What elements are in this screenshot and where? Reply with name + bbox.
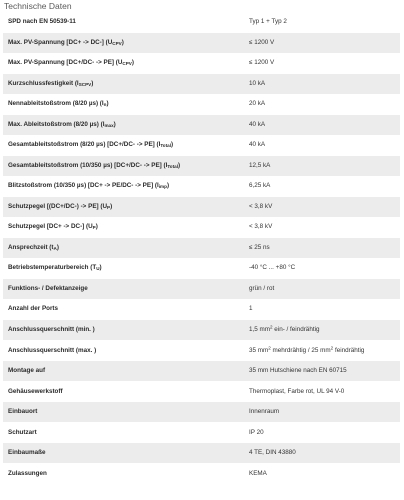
text-segment: Innenraum — [249, 408, 280, 416]
spec-label — [3, 94, 245, 115]
spec-value — [245, 217, 400, 238]
text-segment: 1 — [249, 305, 253, 313]
text-segment: 4 TE, DIN 43880 — [249, 449, 296, 457]
spec-value — [245, 463, 400, 484]
text-segment: Nennableitstoßstrom (8/20 µs) (I — [8, 100, 104, 108]
text-segment: Schutzpegel [DC+ -> DC-] (U — [8, 223, 93, 231]
spec-value — [245, 402, 400, 423]
text-segment: ) — [177, 161, 181, 169]
spec-label — [3, 115, 245, 136]
spec-value — [245, 115, 400, 136]
table-row — [3, 53, 400, 74]
text-segment: Schutzart — [8, 428, 37, 436]
spec-value — [245, 12, 400, 33]
spec-value — [245, 53, 400, 74]
spec-label — [3, 422, 245, 443]
spec-table — [3, 12, 400, 484]
table-row — [3, 94, 400, 115]
text-segment: ) — [131, 59, 134, 67]
subscript: max — [104, 122, 114, 128]
subscript: Total — [167, 163, 178, 169]
section-title: Technische Daten — [4, 1, 72, 11]
table-row — [3, 197, 400, 218]
spec-label — [3, 340, 245, 361]
spec-value — [245, 443, 400, 464]
subscript: Total — [160, 143, 171, 149]
text-segment: -40 °C ... +80 °C — [249, 264, 296, 272]
spec-value — [245, 279, 400, 300]
spec-label — [3, 279, 245, 300]
text-segment: ) — [170, 141, 174, 149]
table-row — [3, 74, 400, 95]
text-segment: 40 kA — [249, 141, 266, 149]
text-segment: 40 kA — [249, 120, 266, 128]
text-segment: Schutzpegel [(DC+/DC-) -> PE] (U — [8, 202, 108, 210]
text-segment: Anschlussquerschnitt (max. ) — [8, 346, 97, 354]
subscript: P — [107, 204, 111, 210]
text-segment: ≤ 1200 V — [249, 59, 275, 67]
table-row — [3, 320, 400, 341]
subscript: SCPV — [78, 81, 92, 87]
spec-label — [3, 258, 245, 279]
text-segment: 1,5 mm — [249, 325, 270, 333]
text-segment: < 3,8 kV — [249, 202, 273, 210]
table-row — [3, 402, 400, 423]
superscript: 2 — [270, 324, 273, 330]
text-segment: 35 mm Hutschiene nach EN 60715 — [249, 367, 347, 375]
table-row — [3, 299, 400, 320]
text-segment: ) — [110, 202, 113, 210]
subscript: U — [96, 266, 100, 272]
table-row — [3, 443, 400, 464]
spec-label — [3, 238, 245, 259]
spec-label — [3, 12, 245, 33]
text-segment: Max. Ableitstoßstrom (8/20 µs) (I — [8, 120, 105, 128]
text-segment: ) — [99, 264, 102, 272]
spec-label — [3, 299, 245, 320]
text-segment: 35 mm — [249, 346, 269, 354]
table-row — [3, 422, 400, 443]
table-row — [3, 12, 400, 33]
text-segment: ) — [121, 38, 124, 46]
spec-label — [3, 320, 245, 341]
text-segment: Einbaumaße — [8, 449, 46, 457]
spec-value — [245, 74, 400, 95]
text-segment: 10 kA — [249, 79, 266, 87]
spec-value — [245, 361, 400, 382]
text-segment: Gesamtableitstoßstrom (10/350 µs) [DC+/DC- -> PE] (I — [8, 161, 168, 169]
spec-label — [3, 135, 245, 156]
table-row — [3, 238, 400, 259]
subscript: CPV — [112, 40, 122, 46]
text-segment: ) — [56, 243, 59, 251]
text-segment: Gesamtableitstoßstrom (8/20 µs) [DC+/DC- -> PE] (I — [8, 141, 161, 149]
text-segment: Thermoplast, Farbe rot, UL 94 V-0 — [249, 387, 345, 395]
spec-label — [3, 402, 245, 423]
spec-label — [3, 381, 245, 402]
table-row — [3, 381, 400, 402]
text-segment: < 3,8 kV — [249, 223, 273, 231]
text-segment: mehrdrähtig / 25 mm — [270, 346, 331, 354]
superscript: 2 — [330, 345, 334, 350]
text-segment: ) — [91, 79, 94, 87]
text-segment: Montage auf — [8, 367, 46, 375]
text-segment: ≤ 1200 V — [249, 38, 275, 46]
text-segment: Anzahl der Ports — [8, 305, 59, 313]
table-row — [3, 279, 400, 300]
spec-label — [3, 156, 245, 177]
text-segment: Funktions- / Defektanzeige — [8, 284, 88, 292]
text-segment: Ansprechzeit (t — [8, 243, 54, 251]
table-row — [3, 135, 400, 156]
text-segment: Max. PV-Spannung [DC+/DC- -> PE] (U — [8, 59, 123, 67]
spec-value — [245, 238, 400, 259]
text-segment: ein- / feindrähtig — [272, 325, 320, 333]
spec-value — [245, 422, 400, 443]
text-segment: Gehäusewerkstoff — [8, 387, 63, 395]
spec-label — [3, 463, 245, 484]
spec-label — [3, 176, 245, 197]
subscript: P — [92, 225, 96, 231]
text-segment: feindrähtig — [333, 346, 365, 354]
text-segment: ) — [106, 100, 109, 108]
spec-table-body — [3, 12, 400, 484]
text-segment: Zulassungen — [8, 469, 47, 477]
superscript: 2 — [268, 345, 271, 350]
spec-label — [3, 361, 245, 382]
table-row — [3, 361, 400, 382]
spec-value — [245, 176, 400, 197]
text-segment: grün / rot — [249, 284, 275, 292]
table-row — [3, 340, 400, 361]
spec-label — [3, 443, 245, 464]
spec-value — [245, 381, 400, 402]
text-segment: ) — [166, 182, 170, 190]
subscript: n — [103, 102, 107, 108]
text-segment: IP 20 — [249, 428, 264, 436]
text-segment: ≤ 25 ns — [249, 243, 270, 251]
spec-value — [245, 340, 400, 361]
spec-value — [245, 135, 400, 156]
text-segment: ) — [113, 120, 116, 128]
text-segment: Kurzschlussfestigkeit (I — [8, 79, 79, 87]
spec-label — [3, 217, 245, 238]
spec-label — [3, 74, 245, 95]
subscript: A — [53, 245, 57, 251]
spec-value — [245, 94, 400, 115]
text-segment: 6,25 kA — [249, 182, 271, 190]
spec-label — [3, 197, 245, 218]
text-segment: Blitzstoßstrom (10/350 µs) [DC+ -> PE/DC- -> PE] (I — [8, 182, 159, 190]
spec-label — [3, 33, 245, 54]
text-segment: Einbauort — [8, 408, 38, 416]
text-segment: 20 kA — [249, 100, 266, 108]
text-segment: Anschlussquerschnitt (min. ) — [8, 325, 95, 333]
text-segment: KEMA — [249, 469, 267, 477]
table-row — [3, 258, 400, 279]
text-segment: SPD nach EN 50539-11 — [8, 18, 76, 26]
table-row — [3, 176, 400, 197]
table-row — [3, 217, 400, 238]
spec-value — [245, 320, 400, 341]
spec-value — [245, 33, 400, 54]
spec-label — [3, 53, 245, 74]
subscript: CPV — [122, 61, 132, 67]
subscript: imp — [158, 184, 167, 190]
table-row — [3, 156, 400, 177]
text-segment: Typ 1 + Typ 2 — [249, 18, 287, 26]
table-row — [3, 463, 400, 484]
text-segment: ) — [95, 223, 98, 231]
spec-value — [245, 299, 400, 320]
text-segment: 12,5 kA — [249, 161, 271, 169]
table-row — [3, 33, 400, 54]
text-segment: Max. PV-Spannung [DC+ -> DC-] (U — [8, 38, 113, 46]
spec-value — [245, 258, 400, 279]
text-segment: Betriebstemperaturbereich (T — [8, 264, 97, 272]
table-row — [3, 115, 400, 136]
spec-value — [245, 197, 400, 218]
spec-value — [245, 156, 400, 177]
